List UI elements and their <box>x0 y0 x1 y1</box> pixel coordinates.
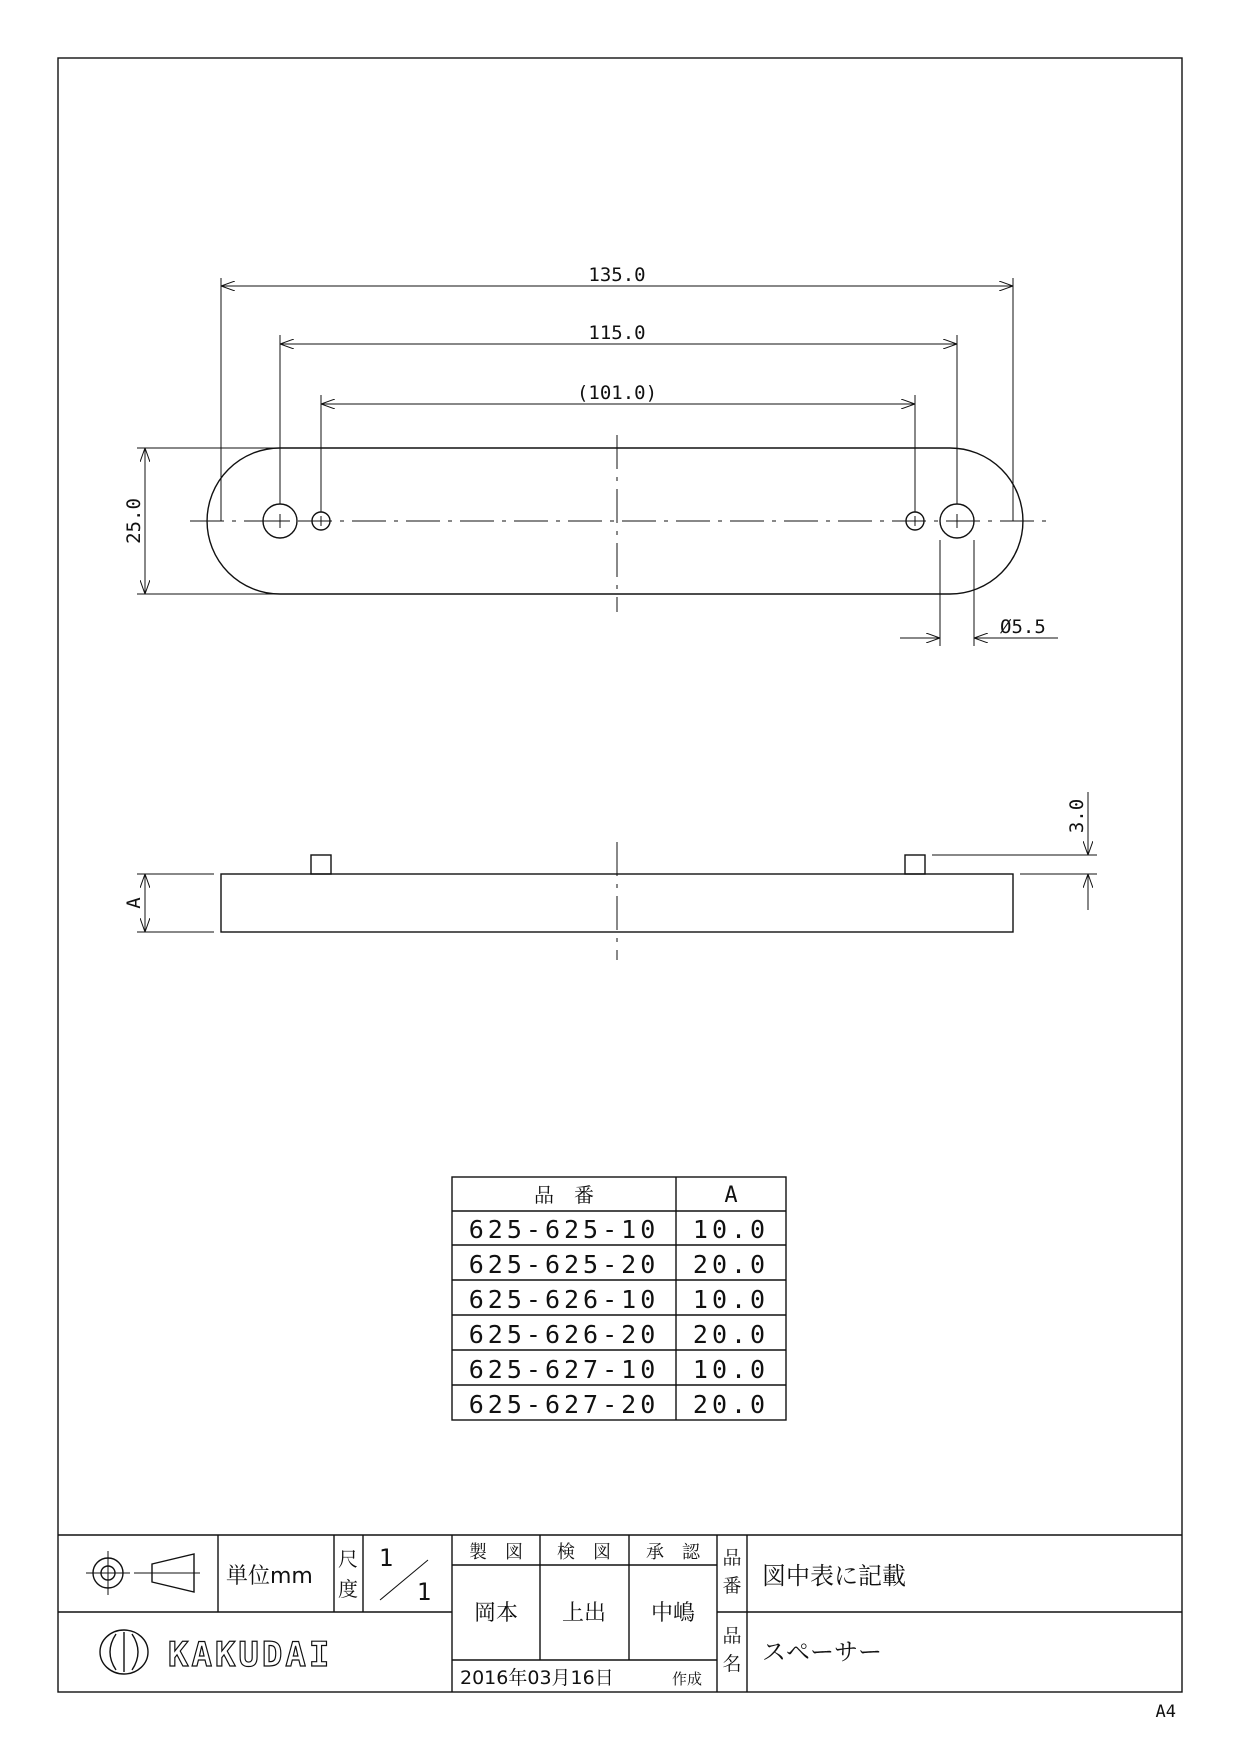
dim-thickness: A <box>123 897 145 909</box>
table-cell-part: 625-626-20 <box>468 1320 660 1349</box>
approved-by: 中嶋 <box>650 1601 696 1626</box>
part-no-value: 図中表に記載 <box>762 1562 906 1590</box>
dim-overall-length: 135.0 <box>588 264 646 286</box>
part-no-label-2: 番 <box>722 1575 742 1597</box>
approved-label: 承 認 <box>646 1542 700 1563</box>
parts-table <box>452 1177 786 1420</box>
drafted-label: 製 図 <box>469 1542 523 1563</box>
created-label: 作成 <box>672 1670 703 1688</box>
scale-denominator: 1 <box>416 1578 432 1606</box>
paper-size: A4 <box>1155 1702 1176 1722</box>
table-header-part: 品 番 <box>534 1183 594 1207</box>
table-cell-a: 10.0 <box>692 1215 770 1244</box>
part-no-label-1: 品 <box>722 1547 742 1569</box>
table-cell-part: 625-625-20 <box>468 1250 660 1279</box>
name-label-2: 名 <box>722 1653 742 1675</box>
table-cell-part: 625-627-10 <box>468 1355 660 1384</box>
table-cell-a: 20.0 <box>692 1320 770 1349</box>
scale-label-2: 度 <box>338 1577 358 1601</box>
drawing-date: 2016年03月16日 <box>460 1667 614 1689</box>
pin-side-right <box>905 855 925 874</box>
dim-width: 25.0 <box>123 498 145 544</box>
kakudai-logo-icon <box>100 1630 148 1674</box>
table-cell-a: 20.0 <box>692 1250 770 1279</box>
table-cell-part: 625-625-10 <box>468 1215 660 1244</box>
pin-side-left <box>311 855 331 874</box>
dim-ref-pitch: (101.0) <box>576 382 658 404</box>
table-cell-a: 10.0 <box>692 1285 770 1314</box>
table-cell-a: 20.0 <box>692 1390 770 1419</box>
table-header-a: A <box>724 1183 738 1208</box>
title-block <box>58 1535 1182 1692</box>
part-name-value: スペーサー <box>762 1638 882 1666</box>
unit-label: 単位mm <box>226 1564 313 1589</box>
dim-pin-height: 3.0 <box>1066 798 1088 834</box>
scale-numerator: 1 <box>378 1544 394 1572</box>
dim-hole-diameter: Ø5.5 <box>1000 616 1046 638</box>
checked-by: 上出 <box>561 1601 607 1626</box>
top-view <box>123 264 1058 646</box>
side-view <box>123 792 1097 960</box>
dim-hole-pitch: 115.0 <box>588 322 646 344</box>
name-label-1: 品 <box>722 1625 742 1647</box>
scale-label-1: 尺 <box>338 1547 358 1571</box>
projection-symbol-icon <box>86 1551 200 1595</box>
table-cell-a: 10.0 <box>692 1355 770 1384</box>
checked-label: 検 図 <box>557 1542 611 1563</box>
drafted-by: 岡本 <box>473 1601 519 1626</box>
brand-name: KAKUDAI <box>168 1635 333 1675</box>
table-cell-part: 625-626-10 <box>468 1285 660 1314</box>
table-cell-part: 625-627-20 <box>468 1390 660 1419</box>
